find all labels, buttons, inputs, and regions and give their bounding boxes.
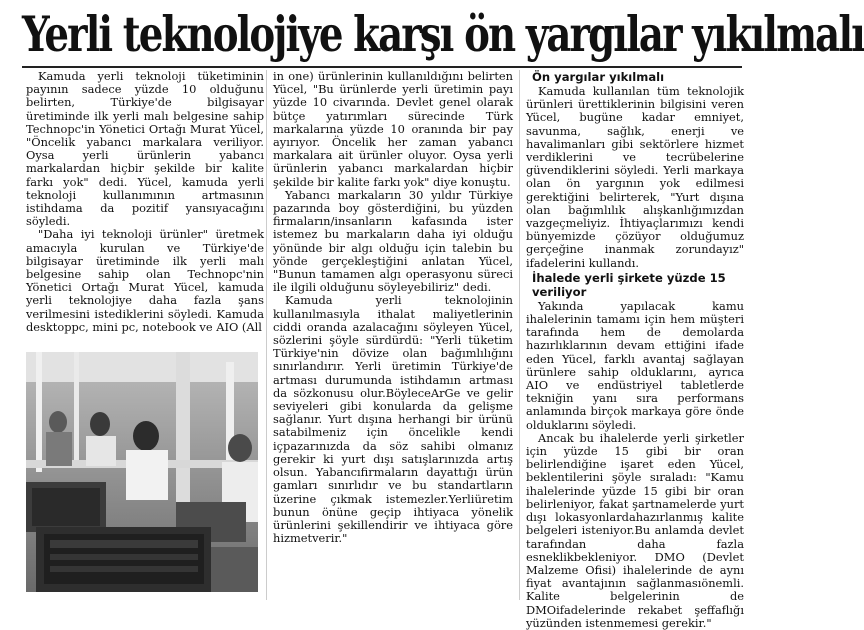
paragraph: Kamuda kullanılan tüm teknolojik ürünleri ürettiklerinin bilgisini veren Yücel, bugüne kadar emniyet, savunma, sağlık, enerji ve havalimanları gibi sektörlere hizmet verdiklerini ve tecrübelerine güvendiklerini söyledi. Yerli markaya olan ön yargının yok edilmesi gerektiğini belirterek, "Yurt dışına olan bağımlılık alışkanlığımızdan vazgeçmeliyiz. İhtiyaçlarımızı kendi bünyemizde çözüyor olduğumuz gerçeğine inanmak zorundayız" ifadelerini kullandı.: [526, 84, 744, 270]
photo-illustration: [26, 352, 258, 592]
headline: Yerli teknolojiye karşı ön yargılar yıkılmalı: [22, 5, 864, 63]
column-divider: [519, 70, 520, 600]
paragraph: Kamuda yerli teknolojinin kullanılmasıyla ithalat maliyetlerinin ciddi oranda azalacağını söyleyen Yücel, sözlerini şöyle sürdürdü: "Yerli tüketim Türkiye'nin dövize olan bağımlılığını sınırlandırır. Yerli üretimin Türkiye'de artması durumunda istihdamın artması da sözkonusu olur.BöyleceArGe ve gelir seviyeleri gibi konularda da gelişme sağlanır. Yurt dışına herhangi bir ürünü satabilmeniz için öncelikle kendi içpazarınızda da söz sahibi olmanız gerekir ki yurt dışı satışlarınızda artış olsun. Yabancıfirmaların dayattığı ürün gamları sınırlıdır ve bu standartların üzerine çıkmak istemezler.Yerliüretim bunun önüne geçip ihtiyaca yönelik ürünlerini şekillendirir ve ihtiyaca göre hizmetverir.": [273, 293, 513, 546]
paragraph: Yabancı markaların 30 yıldır Türkiye pazarında boy gösterdiğini, bu yüzden firmaların/insanların kafasında ister istemez bu markaların daha iyi olduğu yönünde bir algı olduğu için talebin bu yönde gerçekleştiğini anlatan Yücel, "Bunun tamamen algı operasyonu süreci ile ilgili olduğunu söyleyebiliriz" dedi.: [273, 187, 513, 295]
paragraph: in one) ürünlerinin kullanıldığını belirten Yücel, "Bu ürünlerde yerli üretimin payı yüzde 10 civarında. Devlet genel olarak bütçe yatırımları sürecinde Türk markalarına yüzde 10 oranında bir pay ayırıyor. Öncelik her zaman yabancı markalara ait ürünler oluyor. Oysa yerli ürünlerin yabancı markalardan hiçbir şekilde bir kalite farkı yok" diye konuştu.: [273, 69, 513, 189]
column-3: [526, 70, 744, 630]
column-divider: [266, 70, 267, 600]
subheading: İhalede yerli şirkete yüzde 15 veriliyor: [532, 270, 726, 299]
paragraph: "Daha iyi teknoloji ürünler" üretmek amacıyla kurulan ve Türkiye'de bilgisayar üretiminde ilk yerli malı belgesine sahip olan Technopc'nin Yönetici Ortağı Murat Yücel, kamuda yerli teknolojiye daha fazla şans verilmesini istediklerini söyledi. Kamuda desktoppc, mini pc, notebook ve AIO (All: [26, 227, 264, 334]
headline-rule: [22, 66, 742, 68]
factory-workers-photo: [26, 352, 258, 592]
column-2: [273, 70, 513, 545]
paragraph: Kamuda yerli teknoloji tüketiminin payının sadece yüzde 10 olduğunu belirten, Türkiye'de bilgisayar üretiminde ilk yerli malı belgesine sahip Technopc'in Yönetici Ortağı Murat Yücel, "Öncelik yabancı markalara veriliyor. Oysa yerli ürünlerin yabancı markalardan hiçbir şekilde bir kalite farkı yok" dedi. Yücel, kamuda yerli teknoloji kullanımının artmasının istihdama da pozitif yansıyacağını söyledi.: [26, 69, 264, 229]
column-1: [26, 70, 264, 334]
paragraph: Yakında yapılacak kamu ihalelerinin tamamı için hem müşteri tarafında hem de demolarda hazırlıklarının devam ettiğini ifade eden Yücel, farklı avantaj sağlayan ürünlere sahip olduklarını, ayrıca AIO ve endüstriyel tabletlerde tekniğin yanı sıra performans anlamında birçok markaya göre önde olduklarını söyledi.: [526, 298, 744, 432]
paragraph: Ancak bu ihalelerde yerli şirketler için yüzde 15 gibi bir oran belirlendiğine işaret eden Yücel, beklentilerini şöyle sıraladı: "Kamu ihalelerinde yüzde 15 gibi bir oran belirleniyor, fakat şartnamelerde yurt dışı lokasyonlardahazırlanmış kalite belgeleri isteniyor.Bu anlamda devlet tarafından daha fazla esneklikbekleniyor. DMO (Devlet Malzeme Ofisi) ihalelerinde de aynı fiyat avantajının sağlanmasıönemli. Kalite belgelerinin de DMOifadelerinde rekabet şeffaflığı yüzünden istenmemesi gerekir.": [526, 430, 744, 630]
subheading: Ön yargılar yıkılmalı: [532, 70, 665, 84]
